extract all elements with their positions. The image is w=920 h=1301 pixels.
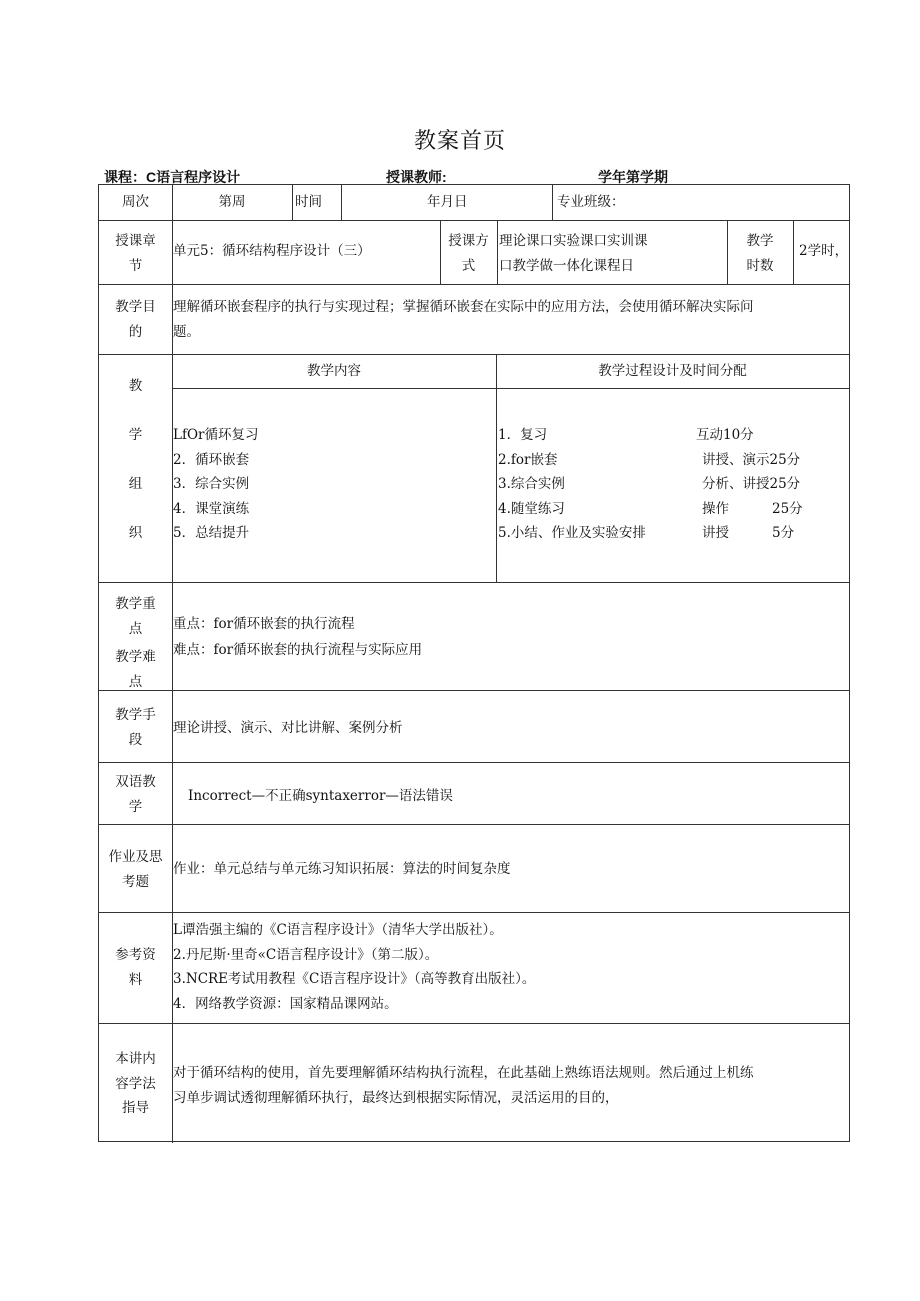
- teaching-hours-label: 教学 时数: [746, 233, 774, 274]
- content-column-header: 教学内容: [307, 363, 361, 379]
- term-label: 学年第学期: [598, 169, 668, 185]
- week-value: 第周: [218, 194, 246, 210]
- teaching-mode-label: 授课方 式: [448, 233, 489, 274]
- list-item: 4.随堂练习: [498, 500, 565, 517]
- list-item: 1．复习: [498, 427, 548, 443]
- list-item: 讲授: [702, 525, 729, 541]
- list-item: 操作: [702, 500, 729, 517]
- list-item: 5分: [772, 525, 795, 541]
- list-item: 4．网络教学资源：国家精品课网站。: [173, 995, 398, 1012]
- references-list: [173, 918, 535, 1016]
- content-list: [173, 423, 258, 546]
- process-column-header: 教学过程设计及时间分配: [598, 363, 747, 379]
- page-title: 教案首页: [413, 129, 506, 154]
- key-point-label: 教学重 点: [115, 596, 156, 637]
- teaching-means-label: 教学手 段: [115, 707, 156, 748]
- bilingual-label: 双语教 学: [115, 774, 156, 815]
- week-label: 周次: [122, 194, 149, 210]
- list-item: 3．综合实例: [173, 476, 250, 492]
- list-item: L谭浩强主编的《C语言程序设计》（清华大学出版社）。: [173, 922, 503, 938]
- difficult-point-text: 难点：for循环嵌套的执行流程与实际应用: [173, 642, 423, 658]
- study-guidance-text: 对于循环结构的使用，首先要理解循环结构执行流程，在此基础上熟练语法规则。然后通过上机练 习单步调试透彻理解循环执行，最终达到根据实际情况，灵活运用的目的，: [173, 1065, 754, 1106]
- objective-text: 理解循环嵌套程序的执行与实现过程；掌握循环嵌套在实际中的应用方法，会使用循环解决实际问 题。: [173, 299, 754, 340]
- teaching-means-text: 理论讲授、演示、对比讲解、案例分析: [173, 720, 403, 736]
- objective-label: 教学目 的: [115, 299, 156, 340]
- list-item: 3.NCRE考试用教程《C语言程序设计》（高等教育出版社）。: [173, 971, 536, 987]
- list-item: 互动10分: [696, 427, 754, 443]
- study-guidance-label: 本讲内 容学法 指导: [115, 1051, 156, 1116]
- major-class-label: 专业班级：: [557, 194, 625, 210]
- chapter-label: 授课章 节: [115, 233, 156, 274]
- organization-label: 教 学 组 织: [128, 378, 143, 541]
- list-item: 2.for嵌套: [498, 451, 558, 468]
- list-item: 3.综合实例: [498, 476, 565, 492]
- lesson-plan-table: [98, 184, 850, 1142]
- list-item: 4．课堂演练: [173, 500, 250, 517]
- references-label: 参考资 料: [115, 947, 156, 988]
- time-label: 时间: [295, 194, 322, 210]
- process-steps: [498, 423, 646, 546]
- list-item: LfOr循环复习: [173, 427, 259, 443]
- date-value: 年月日: [427, 194, 468, 210]
- homework-label: 作业及思 考题: [108, 849, 163, 890]
- list-item: 分析、讲授25分: [702, 476, 801, 492]
- teacher-label: 授课教师:: [386, 169, 447, 185]
- list-item: 2．循环嵌套: [173, 451, 250, 468]
- chapter-value: 单元5：循环结构程序设计（三）: [173, 243, 371, 259]
- teaching-mode-value: 理论课口实验课口实训课 口教学做一体化课程日: [499, 233, 648, 274]
- process-minutes: [772, 423, 803, 546]
- teaching-hours-value: 2学时，: [799, 243, 849, 259]
- bilingual-text: Incorrect—不正确syntaxerror—语法错误: [188, 788, 453, 804]
- course-name: 课程：C语言程序设计: [104, 169, 241, 185]
- list-item: 讲授、演示25分: [702, 451, 801, 468]
- list-item: 5．总结提升: [173, 525, 250, 541]
- list-item: 2.丹尼斯·里奇«C语言程序设计》（第二版）。: [173, 946, 439, 963]
- homework-text: 作业：单元总结与单元练习知识拓展：算法的时间复杂度: [173, 861, 511, 877]
- key-point-text: 重点：for循环嵌套的执行流程: [173, 616, 355, 632]
- list-item: 25分: [772, 500, 803, 517]
- list-item: 5.小结、作业及实验安排: [498, 525, 646, 541]
- difficult-point-label: 教学难 点: [115, 649, 156, 690]
